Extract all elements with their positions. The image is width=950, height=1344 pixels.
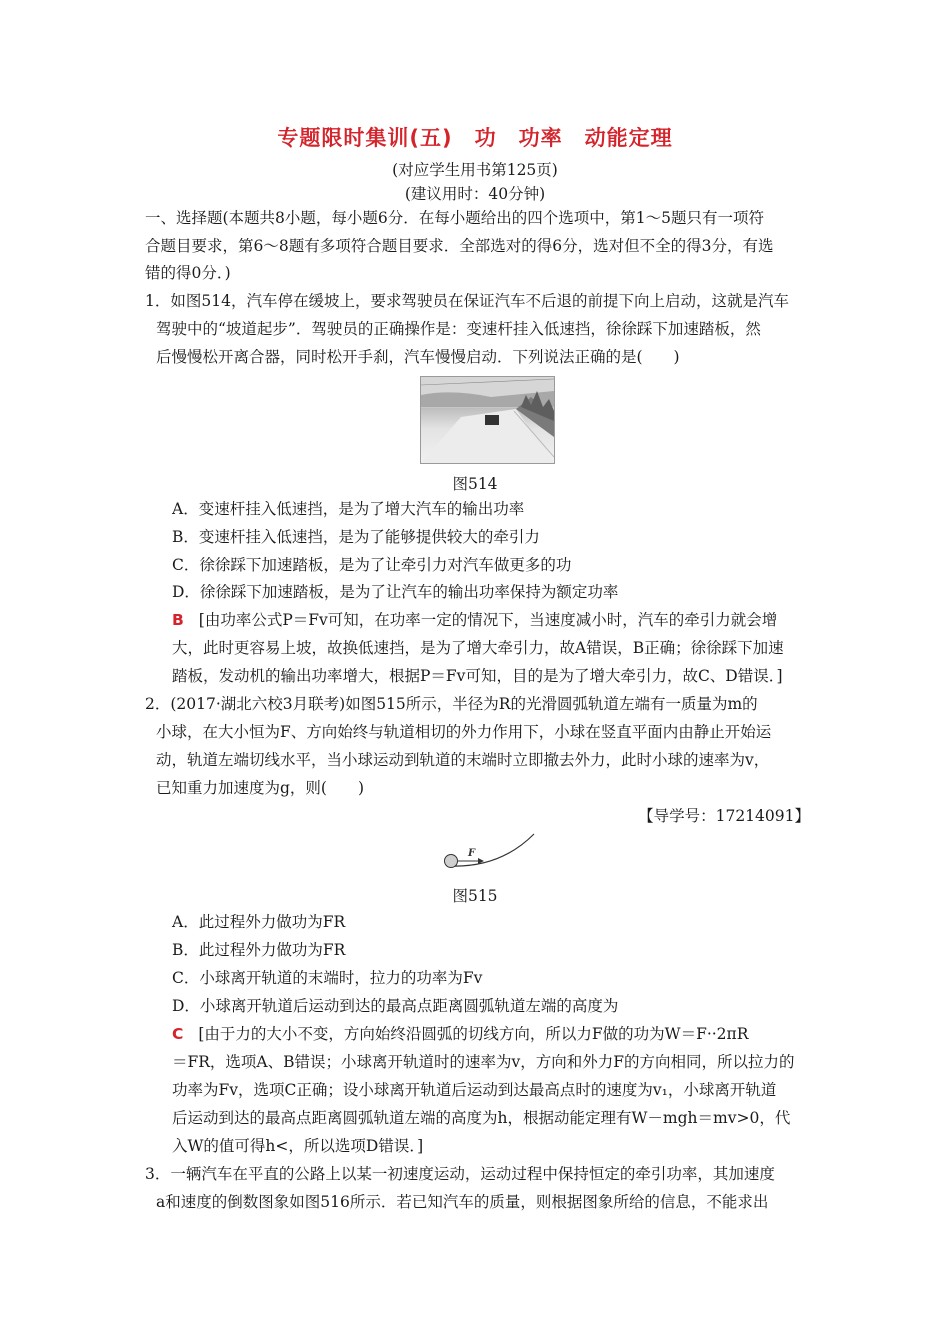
q1-answer-text-1: [由功率公式P＝Fv可知，在功率一定的情况下，当速度减小时，汽车的牵引力就会增 xyxy=(198,611,778,629)
textbook-reference: (对应学生用书第125页) xyxy=(392,161,558,179)
q2-answer-line-3: 功率为Fv，选项C正确；设小球离开轨道后运动到达最高点时的速度为v₁，小球离开轨道 xyxy=(172,1081,777,1099)
q2-answer-text-1: [由于力的大小不变，方向始终沿圆弧的切线方向，所以力F做的功为W＝F··2πR xyxy=(198,1025,749,1043)
q3-stem-line-2: a和速度的倒数图象如图516所示．若已知汽车的质量，则根据图象所给的信息，不能求出 xyxy=(156,1193,769,1211)
q2-option-a: A．此过程外力做功为FR xyxy=(172,913,346,931)
suggested-time: (建议用时：40分钟) xyxy=(404,185,546,203)
q1-stem-line-1: 1．如图514，汽车停在缓坡上，要求驾驶员在保证汽车不后退的前提下向上启动，这就是汽车 xyxy=(145,292,789,310)
study-code: 【导学号：17214091】 xyxy=(638,807,810,825)
q2-stem-line-1: 2．(2017·湖北六校3月联考)如图515所示，半径为R的光滑圆弧轨道左端有一质量为m的 xyxy=(145,695,758,713)
q2-answer-letter: C xyxy=(172,1025,184,1043)
slope-road-illustration xyxy=(421,377,554,463)
section-instructions-line-1: 一、选择题(本题共8小题，每小题6分．在每小题给出的四个选项中，第1～5题只有一项符 xyxy=(145,209,764,227)
q2-option-d: D．小球离开轨道后运动到达的最高点距离圆弧轨道左端的高度为 xyxy=(172,997,619,1015)
q1-option-d: D．徐徐踩下加速踏板，是为了让汽车的输出功率保持为额定功率 xyxy=(172,583,619,601)
arc-track-figure xyxy=(438,830,538,876)
q2-answer-line-2: ＝FR，选项A、B错误；小球离开轨道时的速率为v，方向和外力F的方向相同，所以拉力的 xyxy=(172,1053,795,1071)
q1-answer-line-2: 大，此时更容易上坡，故换低速挡，是为了增大牵引力，故A错误，B正确；徐徐踩下加速 xyxy=(172,639,784,657)
page-title: 专题限时集训(五) 功 功率 动能定理 xyxy=(277,126,673,150)
q2-figure-caption: 图515 xyxy=(452,887,498,905)
section-instructions-line-3: 错的得0分．) xyxy=(145,264,231,282)
q2-answer-line-4: 后运动到达的最高点距离圆弧轨道左端的高度为h，根据动能定理有W－mgh＝mv>0，代 xyxy=(172,1109,791,1127)
q1-answer-line-3: 踏板，发动机的输出功率增大，根据P＝Fv可知，目的是为了增大牵引力，故C、D错误．] xyxy=(172,667,783,685)
q1-answer-line-1 xyxy=(172,610,777,630)
q1-answer-letter: B xyxy=(172,611,184,629)
slope-car-photo xyxy=(420,376,555,464)
force-label: F xyxy=(468,848,476,859)
q1-stem-line-2: 驾驶中的“坡道起步”．驾驶员的正确操作是：变速杆挂入低速挡，徐徐踩下加速踏板，然 xyxy=(156,320,761,338)
q1-figure-caption: 图514 xyxy=(452,475,498,493)
q2-stem-line-4: 已知重力加速度为g，则( ) xyxy=(156,779,365,797)
q1-option-a: A．变速杆挂入低速挡，是为了增大汽车的输出功率 xyxy=(172,500,525,518)
q2-stem-line-2: 小球，在大小恒为F、方向始终与轨道相切的外力作用下，小球在竖直平面内由静止开始运 xyxy=(156,723,772,741)
q2-answer-line-1 xyxy=(172,1024,748,1044)
q2-option-c: C．小球离开轨道的末端时，拉力的功率为Fv xyxy=(172,969,483,987)
q1-option-b: B．变速杆挂入低速挡，是为了能够提供较大的牵引力 xyxy=(172,528,540,546)
q2-option-b: B．此过程外力做功为FR xyxy=(172,941,346,959)
q2-stem-line-3: 动，轨道左端切线水平，当小球运动到轨道的末端时立即撤去外力，此时小球的速率为v， xyxy=(156,751,770,769)
q1-option-c: C．徐徐踩下加速踏板，是为了让牵引力对汽车做更多的功 xyxy=(172,556,572,574)
q1-stem-line-3: 后慢慢松开离合器，同时松开手刹，汽车慢慢启动．下列说法正确的是( ) xyxy=(156,348,680,366)
section-instructions-line-2: 合题目要求，第6～8题有多项符合题目要求．全部选对的得6分，选对但不全的得3分，有选 xyxy=(145,237,774,255)
q3-stem-line-1: 3．一辆汽车在平直的公路上以某一初速度运动，运动过程中保持恒定的牵引功率，其加速度 xyxy=(145,1165,775,1183)
q2-answer-line-5: 入W的值可得h<，所以选项D错误．] xyxy=(172,1137,424,1155)
